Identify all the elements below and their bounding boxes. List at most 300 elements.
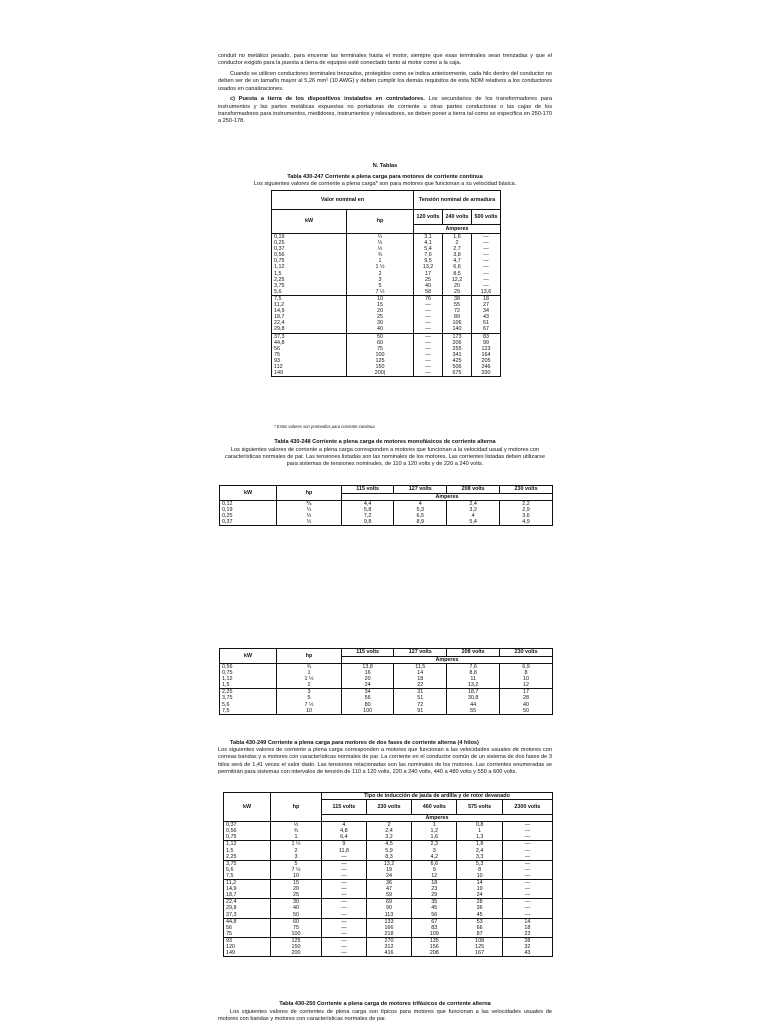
- table-cell: 106: [443, 320, 472, 326]
- table-cell: 5,6: [220, 702, 277, 708]
- table-cell: 60: [347, 340, 414, 346]
- table-cell: 200: [271, 950, 322, 957]
- table-cell: 24: [457, 892, 502, 899]
- table-cell: 1,12: [272, 264, 347, 270]
- table-cell: 72: [394, 702, 447, 708]
- intro-paragraph-1: conduit no metálico pesado, para encerrar las terminales hasta el motor, siempre que esas terminales sean trenzadas y que el conductor exigido para la puesta a tierra de equipos esté conectado tanto al motor como a la caja.: [218, 53, 552, 67]
- t247-description: Los siguientes valores de corriente a plena carga* son para motores que funcionan a su velocidad básica.: [253, 181, 517, 187]
- section-c-paragraph: [218, 96, 552, 125]
- table-cell: 7,2: [342, 513, 394, 519]
- table-cell: 18,7: [447, 689, 500, 696]
- table-cell: —: [472, 271, 501, 277]
- t247-header-kw: kW: [272, 210, 347, 234]
- table-cell: 675: [443, 370, 472, 377]
- table-cell: 29: [443, 289, 472, 296]
- table-cell: 0,37: [272, 246, 347, 252]
- table-cell: —: [322, 860, 367, 867]
- table-cell: 37,3: [224, 912, 271, 919]
- t248b-header-amperes: Amperes: [342, 656, 553, 664]
- table-cell: 0,56: [272, 252, 347, 258]
- table-cell: 28: [502, 937, 552, 944]
- table-cell: 60: [271, 918, 322, 925]
- table-cell: 0,75: [272, 258, 347, 264]
- table-cell: 125: [347, 358, 414, 364]
- table-cell: 3,1: [414, 234, 443, 241]
- t247-header-nominal: Valor nominal en: [272, 191, 414, 210]
- table-cell: 7,5: [220, 708, 277, 715]
- table-cell: 44: [447, 702, 500, 708]
- t247-header-tension: Tensión nominal de armadura: [414, 191, 501, 210]
- table-cell: ½: [347, 246, 414, 252]
- table-cell: 56: [342, 695, 394, 701]
- table-cell: 167: [457, 950, 502, 957]
- table-cell: 22,4: [272, 320, 347, 326]
- table-cell: 56: [224, 925, 271, 931]
- table-cell: 36: [366, 880, 411, 887]
- table-row: [224, 822, 553, 829]
- table-cell: 5,4: [447, 519, 500, 526]
- t249-header-tipo: Tipo de inducción de jaula de ardilla y de rotor devanado: [322, 793, 553, 800]
- table-cell: 44,8: [272, 340, 347, 346]
- table-cell: 37,3: [272, 333, 347, 340]
- table-cell: 5,9: [366, 848, 411, 854]
- table-cell: ½: [271, 822, 322, 829]
- table-cell: 14: [457, 880, 502, 887]
- table-cell: 7,5: [224, 873, 271, 880]
- table-cell: 5,4: [414, 246, 443, 252]
- table-cell: 66: [457, 925, 502, 931]
- t248b-header-127v: 127 volts: [394, 649, 447, 657]
- table-cell: 173: [443, 333, 472, 340]
- table-cell: 5: [271, 860, 322, 867]
- table-cell: 45: [457, 912, 502, 919]
- table-cell: 30: [271, 899, 322, 906]
- t248b-header-hp: hp: [277, 649, 342, 664]
- table-cell: 45: [412, 905, 457, 911]
- table-cell: ¼: [347, 234, 414, 241]
- table-cell: —: [472, 264, 501, 270]
- table-cell: 14,9: [272, 308, 347, 314]
- table-cell: 13,6: [472, 289, 501, 296]
- table-cell: 2,25: [224, 854, 271, 861]
- table-cell: 13,2: [366, 860, 411, 867]
- table-row: [272, 295, 501, 302]
- t249-header-amperes: Amperes: [322, 815, 553, 822]
- table-cell: 0,56: [220, 664, 277, 671]
- table-cell: —: [502, 854, 552, 861]
- table-cell: 18: [412, 880, 457, 887]
- table-cell: 1: [457, 828, 502, 834]
- t247-header-500v: 500 volts: [472, 210, 501, 225]
- table-cell: 27: [472, 302, 501, 308]
- table-cell: 34: [342, 689, 394, 696]
- t249-description: Los siguientes valores de corriente a plena carga corresponden a motores que funcionan a las velocidades usuales de motores con correas bandas y a motores con características normales de par. La corriente en el conductor común de un sistema de dos fases de 3 hilos será de 1,41 veces el valor dado. Las tensiones relacionadas son las nominales de los motores. Las corrientes enumeradas se permitirán para sistemas con intervalos de tensión de 110 a 120 volts, 220 a 240 volts, 440 a 480 volts y 550 a 600 volts.: [218, 747, 552, 775]
- table-cell: 3,6: [500, 513, 553, 519]
- table-cell: 56: [412, 912, 457, 919]
- table-cell: 4,2: [412, 854, 457, 861]
- table-430-248-part-2: [219, 648, 553, 715]
- table-cell: 2: [366, 822, 411, 829]
- table-cell: 7 ½: [347, 289, 414, 296]
- table-cell: —: [414, 352, 443, 358]
- table-row: [224, 860, 553, 867]
- table-cell: 15: [347, 302, 414, 308]
- table-430-247: [271, 190, 501, 377]
- table-cell: 13,2: [447, 682, 500, 689]
- table-cell: 0,25: [272, 240, 347, 246]
- table-cell: 11,8: [322, 848, 367, 854]
- table-row: [272, 370, 501, 377]
- table-row: [224, 873, 553, 880]
- table-cell: —: [472, 246, 501, 252]
- table-cell: 32: [502, 944, 552, 950]
- table-cell: —: [322, 912, 367, 919]
- table-row: [272, 289, 501, 296]
- t248-title: Tabla 430-248 Corriente a plena carga de motores monofásicos de corriente alterna: [274, 439, 496, 445]
- table-cell: —: [472, 258, 501, 264]
- table-cell: 2: [347, 271, 414, 277]
- table-cell: —: [414, 302, 443, 308]
- table-cell: 0,19: [220, 507, 277, 513]
- table-cell: 150: [347, 364, 414, 370]
- table-cell: —: [414, 320, 443, 326]
- table-cell: 200|: [347, 370, 414, 377]
- t250-title: Tabla 430-250 Corriente a plena carga de motores trifásicos de corriente alterna: [279, 1001, 491, 1007]
- table-cell: 76: [414, 295, 443, 302]
- table-cell: 8: [457, 867, 502, 873]
- table-cell: —: [502, 873, 552, 880]
- t249-header-115v: 115 volts: [322, 800, 367, 815]
- section-c-heading: c) Puesta a tierra de los dispositivos instalados en controladores.: [230, 96, 425, 103]
- t249-body: [224, 822, 553, 957]
- t248a-header-230v: 230 volts: [500, 486, 553, 494]
- table-cell: ½: [277, 519, 342, 526]
- table-cell: —: [414, 358, 443, 364]
- t249-header-460v: 460 volts: [412, 800, 457, 815]
- table-cell: 6,4: [322, 834, 367, 841]
- table-cell: —: [502, 886, 552, 892]
- table-row: [224, 892, 553, 899]
- table-cell: 0,75: [224, 834, 271, 841]
- table-row: [272, 326, 501, 333]
- table-cell: 3,2: [366, 834, 411, 841]
- intro-section: [218, 53, 552, 129]
- table-cell: 3: [347, 277, 414, 283]
- table-cell: 11,2: [272, 302, 347, 308]
- t248b-header-208v: 208 volts: [447, 649, 500, 657]
- table-cell: 12: [412, 873, 457, 880]
- table-cell: 14: [394, 670, 447, 676]
- table-cell: 40: [347, 326, 414, 333]
- t247-header-amperes: Amperes: [414, 225, 501, 234]
- table-cell: 2: [277, 682, 342, 689]
- table-cell: —: [414, 346, 443, 352]
- table-cell: 246: [472, 364, 501, 370]
- table-cell: 2: [443, 240, 472, 246]
- table-cell: —: [322, 854, 367, 861]
- table-cell: 23: [412, 886, 457, 892]
- table-cell: 18: [502, 925, 552, 931]
- table-cell: 5: [277, 695, 342, 701]
- table-cell: 206: [443, 340, 472, 346]
- t249-header-2300v: 2300 volts: [502, 800, 552, 815]
- table-cell: 4,1: [414, 240, 443, 246]
- table-cell: 125: [271, 937, 322, 944]
- table-cell: 40: [271, 905, 322, 911]
- table-cell: 1,2: [412, 828, 457, 834]
- table-cell: 5,8: [342, 507, 394, 513]
- table-cell: 7,6: [414, 252, 443, 258]
- table-cell: 40: [500, 702, 553, 708]
- table-cell: 3,75: [272, 283, 347, 289]
- table-cell: 125: [457, 944, 502, 950]
- table-cell: 156: [412, 944, 457, 950]
- table-cell: 109: [412, 931, 457, 938]
- table-cell: 22,4: [224, 899, 271, 906]
- table-cell: 425: [443, 358, 472, 364]
- table-cell: 2,2: [500, 501, 553, 508]
- table-cell: 6,6: [412, 860, 457, 867]
- table-cell: 9: [322, 841, 367, 848]
- table-cell: 5,6: [224, 867, 271, 873]
- table-cell: 3: [412, 848, 457, 854]
- table-cell: 34: [472, 308, 501, 314]
- table-cell: 20: [342, 676, 394, 682]
- table-cell: 20: [443, 283, 472, 289]
- t248b-header-230v: 230 volts: [500, 649, 553, 657]
- table-cell: —: [322, 944, 367, 950]
- t249-header-230v: 230 volts: [366, 800, 411, 815]
- t248a-header-kw: kW: [220, 486, 277, 501]
- table-cell: 14,9: [224, 886, 271, 892]
- table-cell: 28: [500, 695, 553, 701]
- table-cell: 0,25: [220, 513, 277, 519]
- table-cell: 10: [277, 708, 342, 715]
- table-cell: 38: [443, 295, 472, 302]
- table-cell: 9: [412, 867, 457, 873]
- table-cell: 67: [472, 326, 501, 333]
- table-cell: 8,8: [447, 670, 500, 676]
- t247-title: Tabla 430-247 Corriente a plena carga para motores de corriente continua: [287, 174, 483, 180]
- table-cell: —: [322, 880, 367, 887]
- table-cell: 2,3: [412, 841, 457, 848]
- t248a-header-amperes: Amperes: [342, 493, 553, 501]
- table-cell: 7 ½: [277, 702, 342, 708]
- table-cell: 12: [500, 682, 553, 689]
- table-cell: —: [322, 886, 367, 892]
- table-cell: 1: [347, 258, 414, 264]
- table-cell: 58: [414, 289, 443, 296]
- table-cell: 3,8: [443, 252, 472, 258]
- table-cell: 13,8: [342, 664, 394, 671]
- table-cell: 108: [457, 937, 502, 944]
- table-cell: 255: [443, 346, 472, 352]
- table-cell: 24: [342, 682, 394, 689]
- table-cell: 312: [366, 944, 411, 950]
- table-cell: 1: [412, 822, 457, 829]
- table-cell: 4,8: [322, 828, 367, 834]
- table-cell: 1,6: [412, 834, 457, 841]
- table-cell: 5,3: [394, 507, 447, 513]
- section-n-heading: N. Tablas: [372, 163, 398, 169]
- table-cell: 50: [500, 708, 553, 715]
- table-cell: 25: [414, 277, 443, 283]
- table-cell: 11,2: [224, 880, 271, 887]
- table-cell: 29: [412, 892, 457, 899]
- table-cell: 2,25: [220, 689, 277, 696]
- table-cell: 133: [366, 918, 411, 925]
- table-cell: 506: [443, 364, 472, 370]
- table-row: [224, 880, 553, 887]
- table-cell: 75: [272, 352, 347, 358]
- table-cell: —: [502, 834, 552, 841]
- t248a-header-hp: hp: [277, 486, 342, 501]
- table-cell: 2,7: [443, 246, 472, 252]
- table-cell: 87: [457, 931, 502, 938]
- table-cell: —: [322, 892, 367, 899]
- table-row: [224, 918, 553, 925]
- table-row: [220, 664, 553, 671]
- table-cell: 18,7: [272, 314, 347, 320]
- table-cell: 10: [500, 676, 553, 682]
- table-cell: 2,9: [500, 507, 553, 513]
- table-cell: 11,5: [394, 664, 447, 671]
- table-cell: —: [502, 912, 552, 919]
- table-cell: 150: [271, 944, 322, 950]
- table-cell: 91: [394, 708, 447, 715]
- t248a-header-127v: 127 volts: [394, 486, 447, 494]
- table-cell: 90: [366, 905, 411, 911]
- table-cell: ¼: [277, 507, 342, 513]
- table-cell: 29,8: [272, 326, 347, 333]
- table-cell: 0,8: [457, 822, 502, 829]
- table-cell: ⅓: [347, 240, 414, 246]
- table-cell: —: [414, 326, 443, 333]
- table-cell: —: [502, 867, 552, 873]
- table-cell: 4,9: [500, 519, 553, 526]
- table-cell: 416: [366, 950, 411, 957]
- table-cell: 9,5: [414, 258, 443, 264]
- table-cell: 8,9: [394, 519, 447, 526]
- table-cell: —: [502, 828, 552, 834]
- table-cell: 3,75: [220, 695, 277, 701]
- table-cell: 164: [472, 352, 501, 358]
- table-cell: 5,6: [272, 289, 347, 296]
- table-cell: 51: [472, 320, 501, 326]
- section-c-text: Los secundarios de los transformadores para instrumentos y las partes metálicas expuestas no portadoras de corriente u otras partes conductoras o las cajas de los transformadores para instrumentos, medidores, instrumentos y relevadores, se deben poner a tierra tal como se especifica en 250-170 a 250-178.: [218, 96, 552, 125]
- table-row: [224, 937, 553, 944]
- table-cell: 30,8: [447, 695, 500, 701]
- table-cell: 1 ½: [347, 264, 414, 270]
- t248a-header-115v: 115 volts: [342, 486, 394, 494]
- table-cell: —: [502, 899, 552, 906]
- table-cell: 35: [412, 899, 457, 906]
- table-row: [220, 682, 553, 689]
- table-cell: —: [322, 873, 367, 880]
- table-cell: 9,8: [342, 519, 394, 526]
- table-cell: 8: [500, 670, 553, 676]
- table-cell: —: [472, 234, 501, 241]
- table-cell: 330: [472, 370, 501, 377]
- table-cell: 113: [366, 912, 411, 919]
- table-cell: 3,2: [447, 507, 500, 513]
- t248b-body: [220, 664, 553, 715]
- t248a-header-208v: 208 volts: [447, 486, 500, 494]
- table-cell: 75: [347, 346, 414, 352]
- table-cell: —: [502, 841, 552, 848]
- table-cell: 6,5: [394, 513, 447, 519]
- table-cell: 1,6: [443, 234, 472, 241]
- table-row: [224, 834, 553, 841]
- table-cell: 24: [366, 873, 411, 880]
- table-cell: 2: [271, 848, 322, 854]
- table-cell: —: [502, 822, 552, 829]
- table-cell: —: [322, 937, 367, 944]
- table-cell: 4,7: [443, 258, 472, 264]
- table-cell: 12,2: [443, 277, 472, 283]
- table-cell: 149: [224, 950, 271, 957]
- table-cell: 1,3: [457, 834, 502, 841]
- table-cell: 14: [502, 918, 552, 925]
- table-cell: 43: [502, 950, 552, 957]
- table-row: [220, 708, 553, 715]
- t247-body: [272, 234, 501, 377]
- table-cell: 3,3: [457, 854, 502, 861]
- table-cell: 1 ½: [277, 676, 342, 682]
- table-cell: 8,5: [443, 271, 472, 277]
- table-row: [224, 854, 553, 861]
- table-cell: 36: [457, 905, 502, 911]
- table-cell: 18,7: [224, 892, 271, 899]
- table-cell: 55: [447, 708, 500, 715]
- table-cell: 50: [271, 912, 322, 919]
- table-cell: 3: [271, 854, 322, 861]
- table-row: [220, 501, 553, 508]
- table-cell: —: [414, 364, 443, 370]
- table-cell: 4: [394, 501, 447, 508]
- table-cell: —: [322, 950, 367, 957]
- table-cell: 3,75: [224, 860, 271, 867]
- table-cell: ¾: [347, 252, 414, 258]
- table-cell: 1 ½: [271, 841, 322, 848]
- t248b-header-115v: 115 volts: [342, 649, 394, 657]
- table-cell: 1,8: [457, 841, 502, 848]
- table-cell: 0,37: [224, 822, 271, 829]
- table-cell: —: [472, 283, 501, 289]
- table-cell: ⅙: [277, 501, 342, 508]
- table-cell: 11: [447, 676, 500, 682]
- t248-description: Los siguientes valores de corriente a plena carga corresponden a motores que funcionan a la velocidad usual y motores con características normales de par. Las tensiones listadas son las nominales de los motores. Las corrientes listadas deben utilizarse para sistemas de tensiones nominales, de 110 a 120 volts y de 220 a 240 volts.: [225, 447, 545, 468]
- table-cell: 7,5: [272, 295, 347, 302]
- table-cell: 100: [347, 352, 414, 358]
- table-cell: 44,8: [224, 918, 271, 925]
- table-cell: —: [472, 240, 501, 246]
- table-cell: 28: [457, 899, 502, 906]
- table-cell: 75: [271, 925, 322, 931]
- table-cell: 208: [412, 950, 457, 957]
- table-cell: 1: [271, 834, 322, 841]
- table-row: [224, 899, 553, 906]
- table-cell: 51: [394, 695, 447, 701]
- table-cell: 55: [443, 302, 472, 308]
- table-cell: 2,4: [366, 828, 411, 834]
- table-cell: 205: [472, 358, 501, 364]
- table-cell: 100: [342, 708, 394, 715]
- table-cell: 83: [412, 925, 457, 931]
- table-cell: 17: [500, 689, 553, 696]
- table-cell: —: [472, 277, 501, 283]
- table-cell: 50: [347, 333, 414, 340]
